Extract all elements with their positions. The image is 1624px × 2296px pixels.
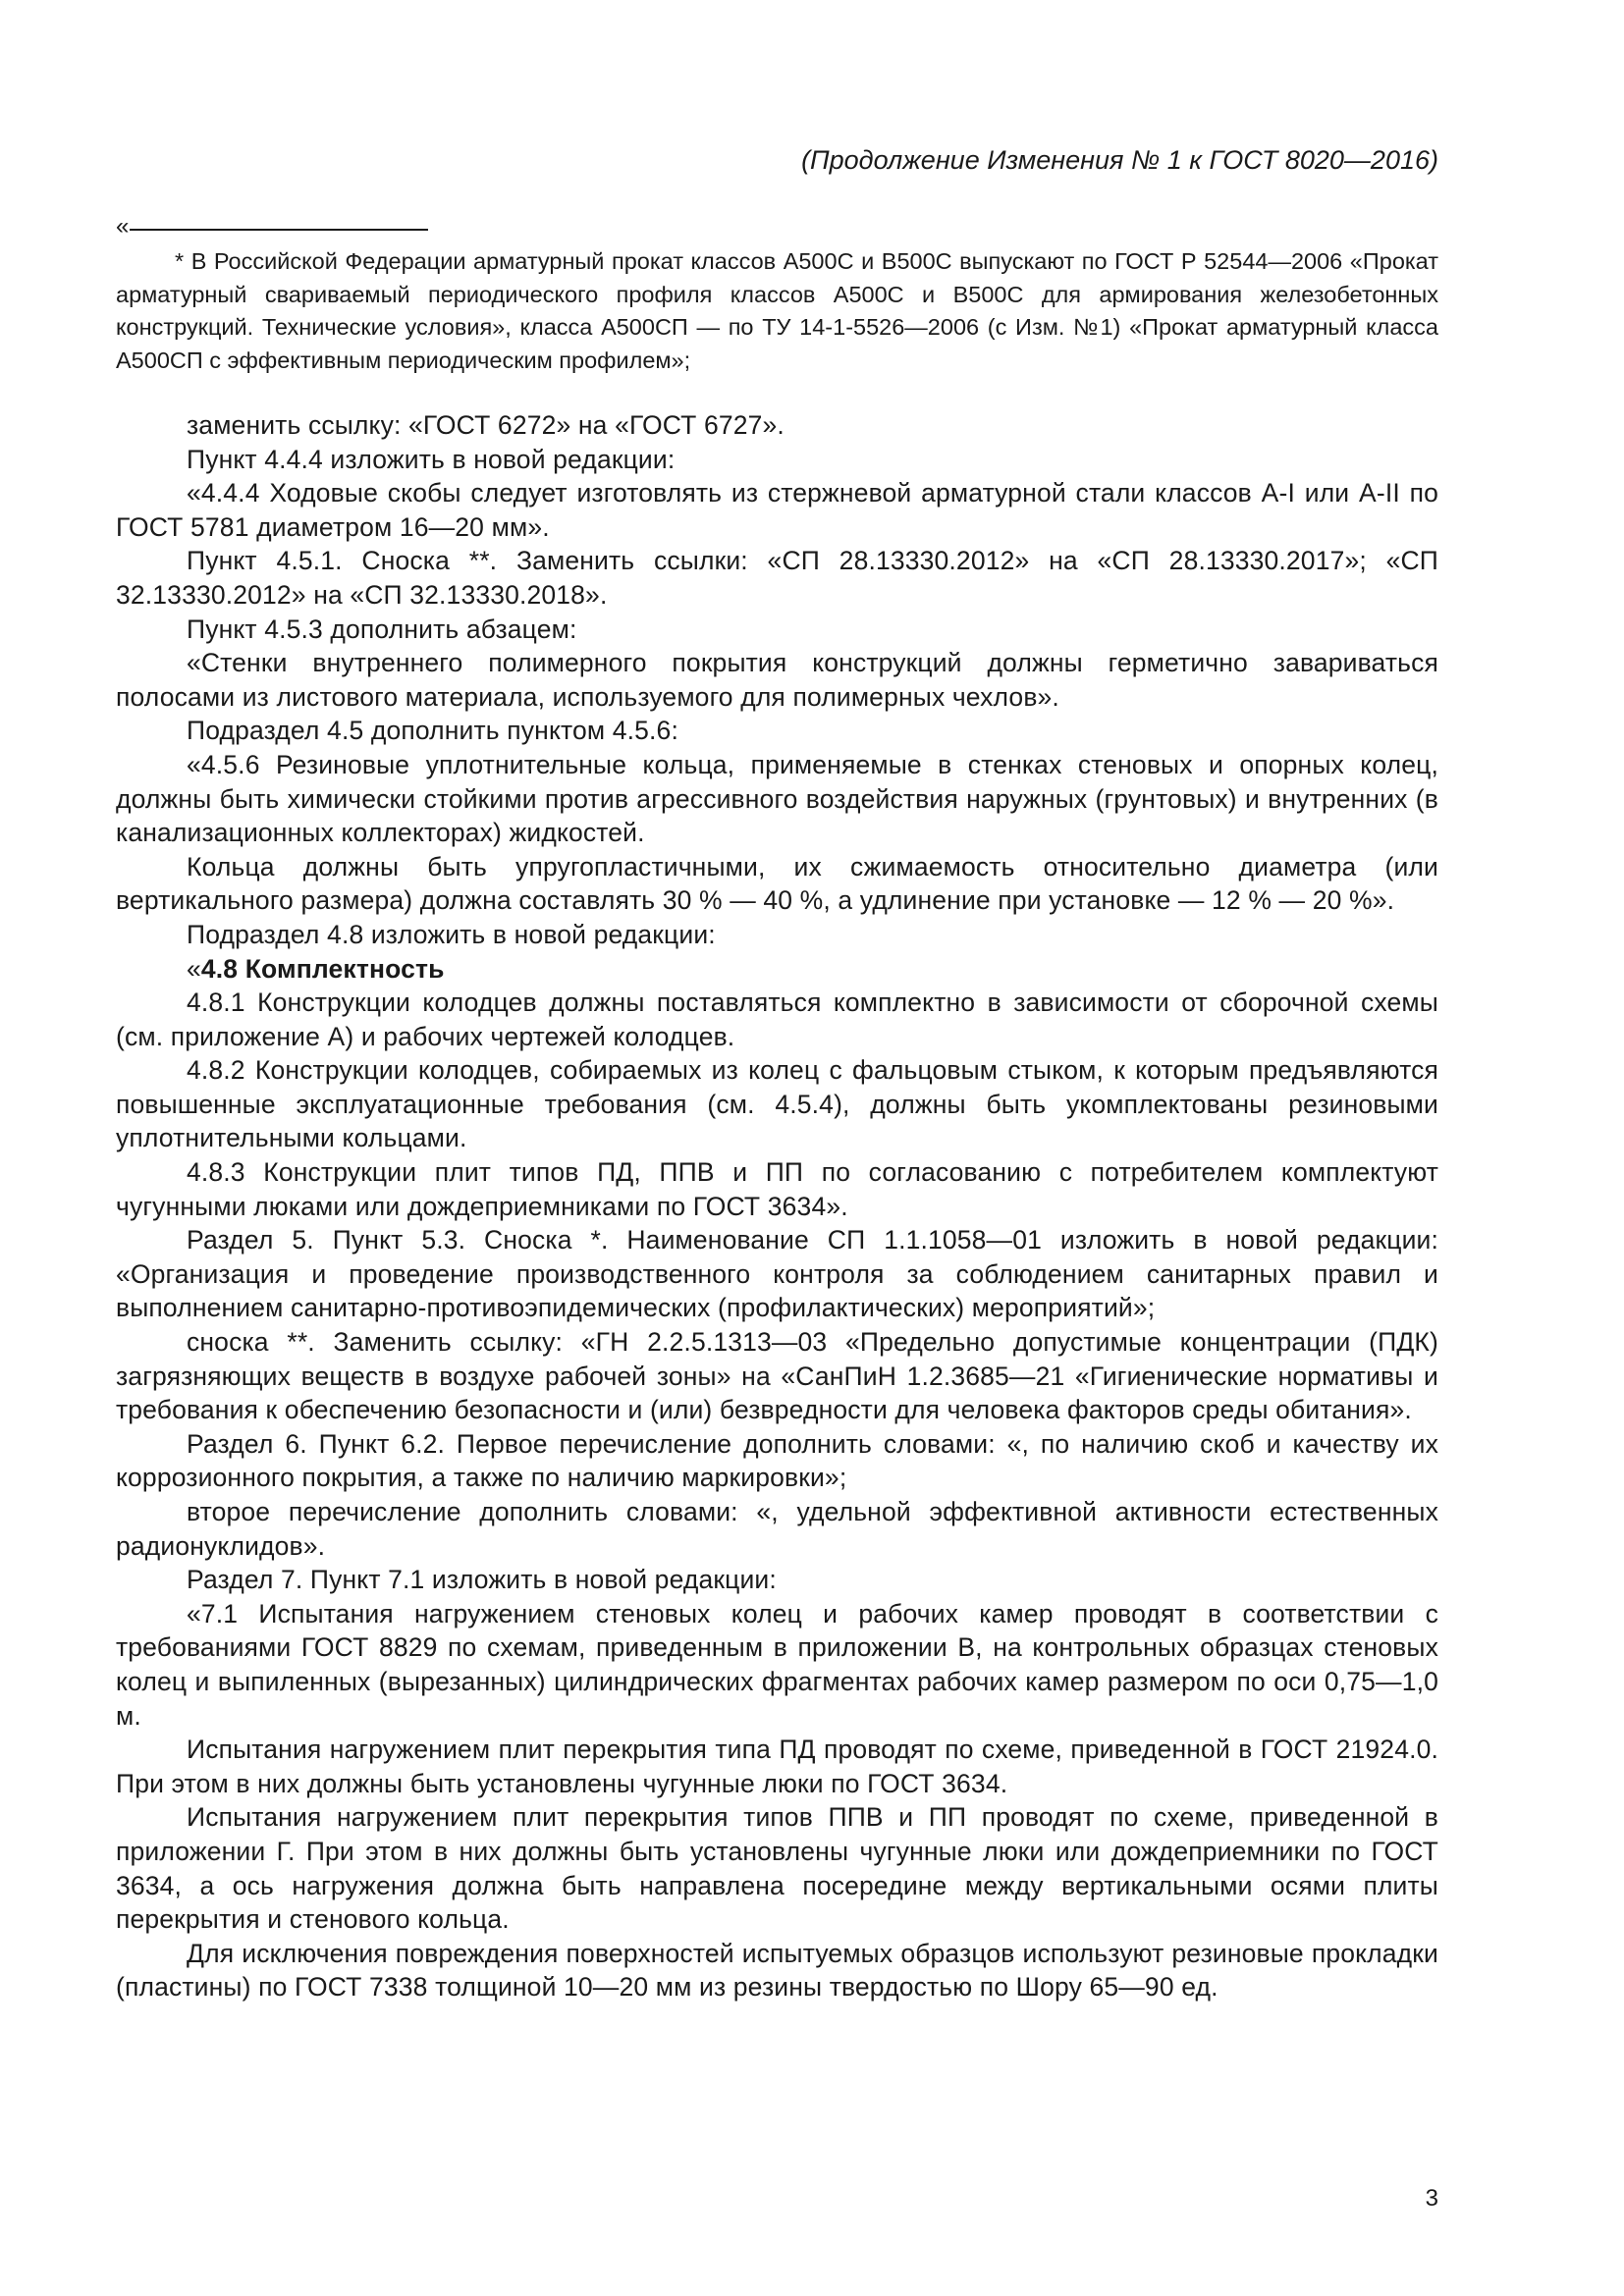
- footnote-separator: [116, 213, 1438, 240]
- paragraph: Подраздел 4.8 изложить в новой редакции:: [187, 919, 716, 949]
- paragraph: Раздел 6. Пункт 6.2. Первое перечисление дополнить словами: «, по наличию скоб и качеству их коррозионного покрытия, а также по наличию маркировки»;: [116, 1428, 1438, 1493]
- paragraph: «4.4.4 Ходовые скобы следует изготовлять из стержневой арматурной стали классов A-I или A-II по ГОСТ 5781 диаметром 16—20 мм».: [116, 478, 1438, 542]
- footnote-open-quote: «: [116, 213, 130, 240]
- section-heading-title: 4.8 Комплектность: [200, 953, 445, 984]
- document-body: [116, 408, 1438, 2004]
- paragraph: Для исключения повреждения поверхностей испытуемых образцов используют резиновые прокладки (пластины) по ГОСТ 7338 толщиной 10—20 мм из резины твердостью по Шору 65—90 ед.: [116, 1938, 1438, 2002]
- paragraph: Пункт 4.5.1. Сноска **. Заменить ссылки: «СП 28.13330.2012» на «СП 28.13330.2017»; «СП 32.13330.2012» на «СП 32.13330.2018».: [116, 546, 1438, 610]
- paragraph: Пункт 4.5.3 дополнить абзацем:: [187, 614, 577, 644]
- paragraph: Пункт 4.4.4 изложить в новой редакции:: [187, 444, 676, 474]
- paragraph: 4.8.3 Конструкции плит типов ПД, ППВ и ПП по согласованию с потребителем комплектуют чугунными люками или дождеприемниками по ГОСТ 3634».: [116, 1157, 1438, 1221]
- paragraph: Раздел 7. Пункт 7.1 изложить в новой редакции:: [187, 1565, 777, 1595]
- running-header: (Продолжение Изменения № 1 к ГОСТ 8020—2016): [801, 145, 1438, 175]
- paragraph: «4.5.6 Резиновые уплотнительные кольца, применяемые в стенках стеновых и опорных колец, должны быть химически стойкими против агрессивного воздействия наружных (грунтовых) и внутренних (в канализационных коллекторах) жидкостей.: [116, 749, 1438, 848]
- paragraph: второе перечисление дополнить словами: «, удельной эффективной активности естественных радионуклидов».: [116, 1497, 1438, 1561]
- paragraph: Испытания нагружением плит перекрытия типов ППВ и ПП проводят по схеме, приведенной в приложении Г. При этом в них должны быть установлены чугунные люки или дождеприемники по ГОСТ 3634, а ось нагружения должна быть направлена посередине между вертикальными осями плиты перекрытия и стенового кольца.: [116, 1802, 1438, 1935]
- paragraph: Раздел 5. Пункт 5.3. Сноска *. Наименование СП 1.1.1058—01 изложить в новой редакции: «Организация и проведение производственного контроля за соблюдением санитарных правил и выполнением санитарно-противоэпидемических (профилактических) мероприятий»;: [116, 1225, 1438, 1323]
- paragraph: сноска **. Заменить ссылку: «ГН 2.2.5.1313—03 «Предельно допустимые концентрации (ПДК) загрязняющих веществ в воздухе рабочей зоны» на «СанПиН 1.2.3685—21 «Гигиенические нормативы и требования к обеспечению безопасности и (или) безвредности для человека факторов среды обитания».: [116, 1327, 1438, 1425]
- paragraph: 4.8.1 Конструкции колодцев должны поставляться комплектно в зависимости от сборочной схемы (см. приложение А) и рабочих чертежей колодцев.: [116, 988, 1438, 1051]
- paragraph: Испытания нагружением плит перекрытия типа ПД проводят по схеме, приведенной в ГОСТ 21924.0. При этом в них должны быть установлены чугунные люки по ГОСТ 3634.: [116, 1735, 1438, 1798]
- footnote-block: [116, 213, 1438, 377]
- paragraph: Кольца должны быть упругопластичными, их сжимаемость относительно диаметра (или вертикального размера) должна составлять 30 % — 40 %, а удлинение при установке — 12 % — 20 %».: [116, 851, 1438, 916]
- section-heading: [116, 952, 1438, 987]
- section-heading-quote: «: [187, 953, 201, 984]
- paragraph: «7.1 Испытания нагружением стеновых колец и рабочих камер проводят в соответствии с требованиями ГОСТ 8829 по схемам, приведенным в приложении В, на контрольных образцах стеновых колец и выпиленных (вырезанных) цилиндрических фрагментах рабочих камер размером по оси 0,75—1,0 м.: [116, 1598, 1438, 1731]
- paragraph: заменить ссылку: «ГОСТ 6272» на «ГОСТ 6727».: [187, 410, 785, 440]
- footnote-rule: [130, 229, 428, 231]
- footnote-text: * В Российской Федерации арматурный прокат классов А500С и В500С выпускают по ГОСТ Р 52544—2006 «Прокат арматурный свариваемый периодического профиля классов А500С и В500С для армирования железобетонных конструкций. Технические условия», класса А500СП — по ТУ 14-1-5526—2006 (с Изм. №1) «Прокат арматурный класса А500СП с эффективным периодическим профилем»;: [116, 248, 1438, 373]
- page-number: 3: [1425, 2185, 1438, 2212]
- paragraph: «Стенки внутреннего полимерного покрытия конструкций должны герметично завариваться полосами из листового материала, используемого для полимерных чехлов».: [116, 648, 1438, 712]
- paragraph: Подраздел 4.5 дополнить пунктом 4.5.6:: [187, 716, 678, 746]
- paragraph: 4.8.2 Конструкции колодцев, собираемых из колец с фальцовым стыком, к которым предъявляются повышенные эксплуатационные требования (см. 4.5.4), должны быть укомплектованы резиновыми уплотнительными кольцами.: [116, 1055, 1438, 1153]
